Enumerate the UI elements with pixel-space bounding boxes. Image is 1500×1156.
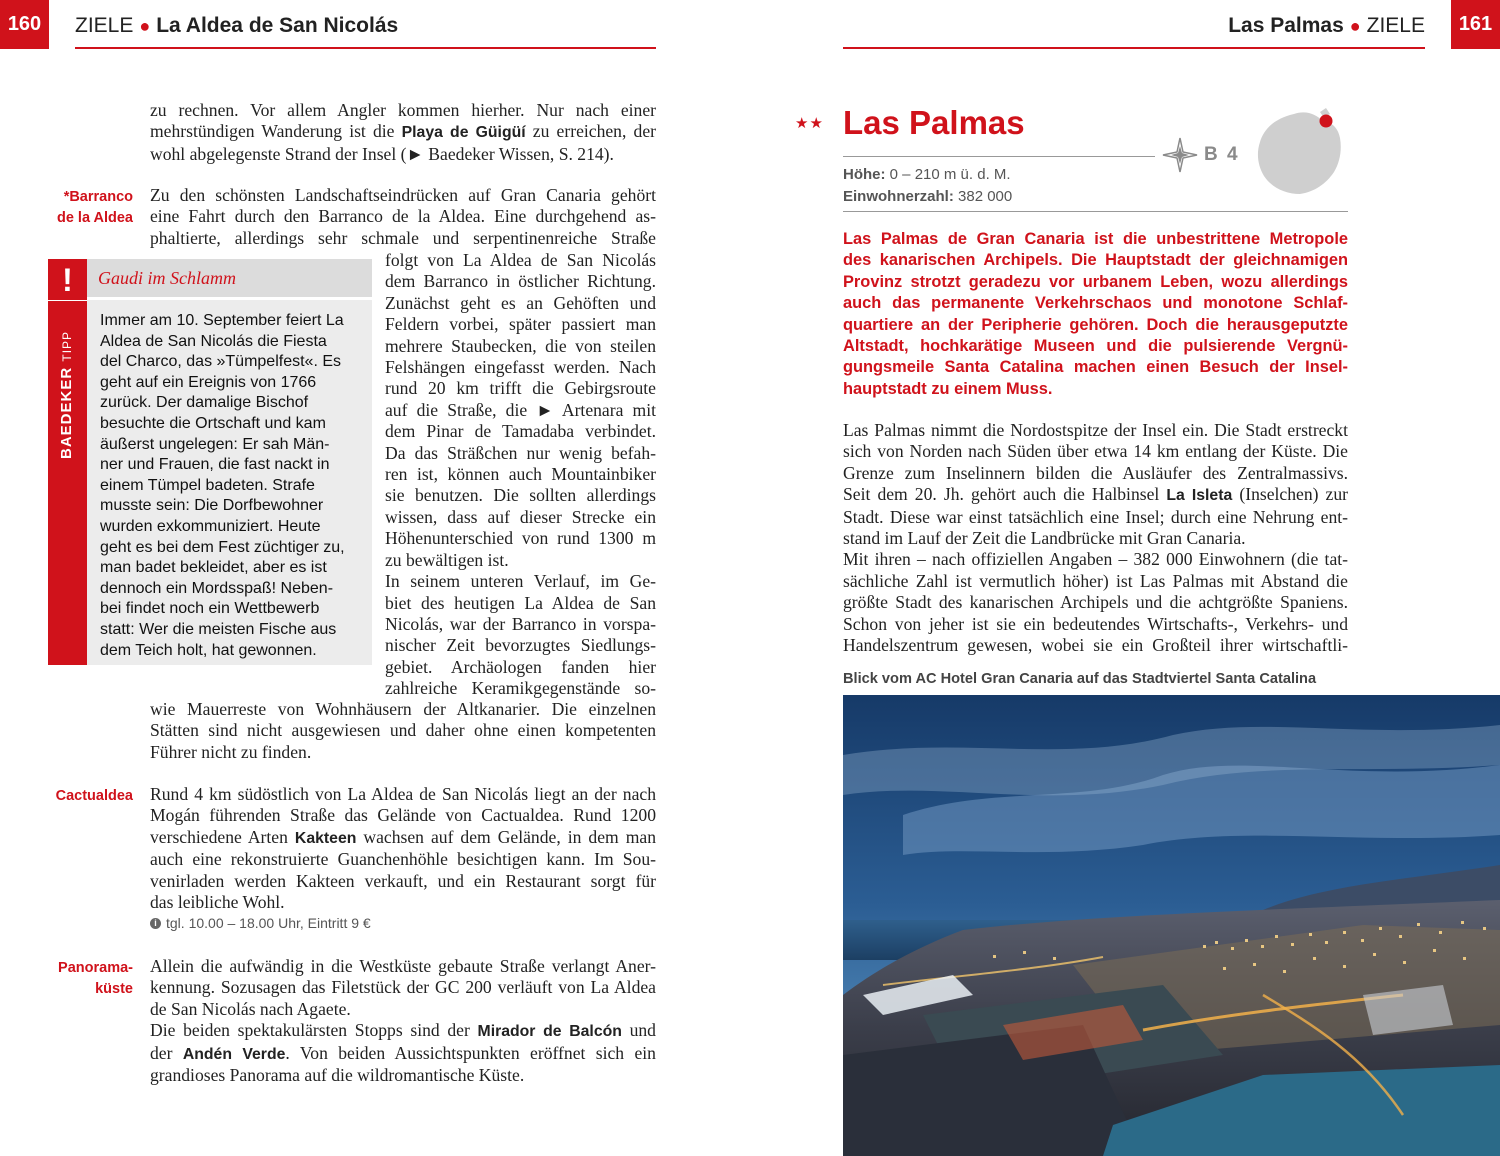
text-line: Stadt. Diese war einst tatsächlich eine Insel; durch eine Nehrung ent- [843,506,1348,527]
tip-line: Aldea de San Nicolás die Fiesta [100,332,327,350]
tip-line: geht auf ein Ereignis von 1766 [100,373,317,391]
barranco-paragraph-column [385,250,656,700]
text-line: Las Palmas nimmt die Nordostspitze der Insel ein. Die Stadt erstreckt [843,420,1348,440]
tip-title: Gaudi im Schlamm [98,268,236,288]
star-rating-icon: ★★ [795,114,824,132]
text-line: grandioses Panorama auf die wildromantische Küste. [150,1065,525,1086]
facts-row-einwohner: Einwohnerzahl: 382 000 [843,188,1013,205]
intro-paragraph [150,100,656,165]
text-line: Felshängen eingefasst werden. Nach [385,357,656,378]
text-line: sich von Norden nach Süden über etwa 14 km entlang der Küste. Die [843,441,1348,462]
text-line: In seinem unteren Verlauf, im Ge- [385,571,656,592]
intro-line: zu rechnen. Vor allem Angler kommen hierher. Nur nach einer [150,100,656,120]
text-line: Führer nicht zu finden. [150,741,312,762]
lead-line: hauptstadt zu einem Muss. [843,379,1053,398]
lead-line: auch das permanente Verkehrschaos und monotone Schlaf- [843,294,1348,313]
text-line: Höhenunterschied von rund 1300 m [385,528,656,549]
bold-term: La Isleta [1166,487,1233,505]
lead-line: gungsmeile Santa Catalina machen einen Besuch der Insel- [843,358,1348,377]
bold-term: Playa de Güigüí [401,124,526,142]
bold-term: Mirador de Balcón [477,1023,622,1041]
tip-line: wurden exkommuniziert. Heute [100,517,321,535]
text-line: dem Pinar de Tamadaba verbindet. [385,421,656,442]
text-line: phaltierte, allerdings sehr schmale und serpentinenreiche Straße [150,227,656,248]
tip-vertical-label: BAEDEKER TIPP [58,330,75,459]
facts-block [843,164,1012,208]
text-line: de San Nicolás nach Agaete. [150,998,351,1019]
text-line: zu bewältigen ist. [385,549,509,570]
lead-line: Las Palmas de Gran Canaria ist die unbestrittene Metropole [843,230,1348,248]
running-head-right [1228,14,1425,38]
tip-line: man badet bekleidet, aber es ist [100,559,327,577]
text-line: das leibliche Wohl. [150,892,285,913]
text-line: auch eine rekonstruierte Guanchenhöhle besichtigen kann. Im Sou- [150,849,656,870]
text-line: Zu den schönsten Landschaftseindrücken auf Gran Canaria gehört [150,185,656,205]
margin-label-panorama: Panorama- küste [58,960,133,997]
tip-line: statt: Wer die meisten Fische aus [100,620,337,638]
bold-term: Kakteen [294,829,357,847]
compass-rose-icon [1162,137,1198,173]
intro-line: mehrstündigen Wanderung ist die Playa de Güigüí zu erreichen, der [150,121,656,142]
tip-line: dennoch ein Mordsspaß! Neben- [100,579,334,597]
page-number-left: 160 [0,0,49,49]
text-line: Schon von jeher ist sie ein bedeutendes Wirtschafts-, Verkehrs- und [843,613,1348,634]
text-line: sie benutzen. Die sollten allerdings [385,485,656,506]
text-line: Mit ihren – nach offiziellen Angaben – 382 000 Einwohnern (die tat- [843,549,1348,570]
page-title: Las Palmas [843,104,1025,141]
text-line: Allein die aufwändig in die Westküste gebaute Straße verlangt Aner- [150,956,656,976]
text-line: Handelszentrum gewesen, wobei sie ein Großteil ihrer wirtschaftli- [843,635,1348,656]
lead-paragraph [843,229,1348,400]
text-line: mehrere Staubecken, die von steilen [385,335,656,356]
running-head-left [75,14,398,38]
text-line: sächliche Zahl ist vermutlich höher) ist Las Palmas mit Abstand die [843,570,1348,591]
text-line: Die beiden spektakulärsten Stopps sind der Mirador de Balcón und [150,1020,656,1041]
tip-line: ner und Frauen, die fast nackt in [100,456,330,474]
city-photo [843,695,1500,1156]
photo-caption: Blick vom AC Hotel Gran Canaria auf das Stadtviertel Santa Catalina [843,671,1317,687]
text-line: eine Fahrt durch den Barranco de la Aldea. Eine durchgehend as- [150,206,656,227]
text-line: Feldern vorbei, später passiert man [385,314,656,335]
panorama-paragraph [150,956,656,1086]
bullet-icon: ● [139,16,151,36]
tip-line: einem Tümpel badeten. Strafe [100,476,315,494]
running-head-section: ZIELE [75,14,134,37]
text-line: der Andén Verde. Von beiden Aussichtspunkten eröffnet sich ein [150,1042,656,1063]
text-line: kennung. Sozusagen das Filetstück der GC 200 verläuft von La Aldea [150,977,656,998]
island-locator-map-icon [1254,104,1348,198]
text-line: Da das Sträßchen nur wenig befah- [385,442,656,463]
text-line: Seit dem 20. Jh. gehört auch die Halbinsel La Isleta (Inselchen) zur [843,484,1349,505]
bullet-icon: ● [1349,16,1361,36]
lead-line: Altstadt, hochkarätige Museen und die pulsierende Vergnü- [843,337,1348,356]
intro-line: wohl abgelegenste Strand der Insel (► Baedeker Wissen, S. 214). [150,143,614,164]
text-line: biet des heutigen La Aldea de San [385,592,656,613]
text-line: rund 20 km trifft die Gebirgsroute [385,378,656,399]
barranco-paragraph-tail [150,699,656,763]
text-line: dem Barranco in östlicher Richtung. [385,271,656,292]
text-line: größte Stadt des kanarischen Archipels und die achtgrößte Spaniens. [843,592,1348,613]
exclamation-icon: ! [62,262,73,298]
running-head-section: ZIELE [1366,14,1425,37]
cactualdea-paragraph [150,784,656,913]
title-rule [843,156,1155,157]
text-line: stand im Lauf der Zeit die Landbrücke mit Gran Canaria. [843,528,1246,549]
barranco-paragraph-top [150,185,656,249]
margin-label-cactualdea: Cactualdea [55,788,133,804]
text-line: Rund 4 km südöstlich von La Aldea de San Nicolás liegt an der nach [150,784,656,804]
tip-line: dem Teich holt, hat gewonnen. [100,641,317,659]
tip-line: del Charco, das »Tümpelfest«. Es [100,353,342,371]
tip-line: geht es bei dem Fest züchtiger zu, [100,538,345,556]
lead-line: des kanarischen Archipels. Die Hauptstadt der gleichnamigen [843,251,1348,270]
running-head-title: Las Palmas [1228,14,1344,37]
text-line: gebiet. Archäologen fanden hier [385,656,656,677]
body-paragraph [843,420,1348,656]
header-rule-left [75,47,656,49]
tip-line: zurück. Der damalige Bischof [100,394,309,412]
text-line: auf die Straße, die ► Artenara mit [385,399,656,420]
text-line: wissen, dass auf dieser Strecke ein [385,506,656,527]
text-line: wie Mauerreste von Wohnhäusern der Altkanarier. Die einzelnen [150,699,656,719]
running-head-title: La Aldea de San Nicolás [156,14,399,37]
info-icon: i [150,918,161,929]
text-line: venirladen werden Kakteen verkauft, und ein Restaurant sorgt für [150,870,656,891]
lead-line: quartiere an der Peripherie gehören. Doch die herausgeputzte [843,315,1348,334]
text-line: Grenze zum Inselinnern bilden die Ausläufer des Zentralmassivs. [843,462,1348,483]
grid-reference: B 4 [1204,144,1240,165]
text-line: Zunächst geht es an Gehöften und [385,292,656,313]
bold-term: Andén Verde [182,1045,286,1063]
tip-line: musste sein: Die Dorfbewohner [100,497,324,515]
facts-row-hoehe: Höhe: 0 – 210 m ü. d. M. [843,166,1011,183]
text-line: folgt von La Aldea de San Nicolás [385,250,656,270]
text-line: ren ist, können auch Mountainbiker [385,464,656,485]
tip-line: bei findet noch ein Wettbewerb [100,600,320,618]
text-line: Stätten sind nicht ausgewiesen und daher ohne einen kompetenten [150,720,656,741]
tip-line: besuchte die Ortschaft und kam [100,414,326,432]
lead-line: Provinz strotzt geradezu vor urbanem Leben, wozu allerdings [843,272,1348,291]
margin-label-barranco: *Barranco de la Aldea [56,189,133,226]
page-number-right: 161 [1451,0,1500,49]
text-line: nischer Zeit bevorzugtes Siedlungs- [385,635,656,656]
text-line: Mogán führenden Straße das Gelände von Cactualdea. Rund 1200 [150,805,656,826]
header-rule-right [843,47,1425,49]
tip-line: äußerst ungelegen: Er sah Män- [100,435,330,453]
text-line: verschiedene Arten Kakteen wachsen auf dem Gelände, in dem man [150,826,656,847]
text-line: zahlreiche Keramikgegenstände so- [385,678,656,699]
tip-line: Immer am 10. September feiert La [100,312,344,329]
text-line: Nicolás, war der Barranco in vorspa- [385,613,656,634]
facts-rule [843,211,1348,212]
tip-text [100,311,365,661]
cactualdea-info: i tgl. 10.00 – 18.00 Uhr, Eintritt 9 € [150,915,371,931]
